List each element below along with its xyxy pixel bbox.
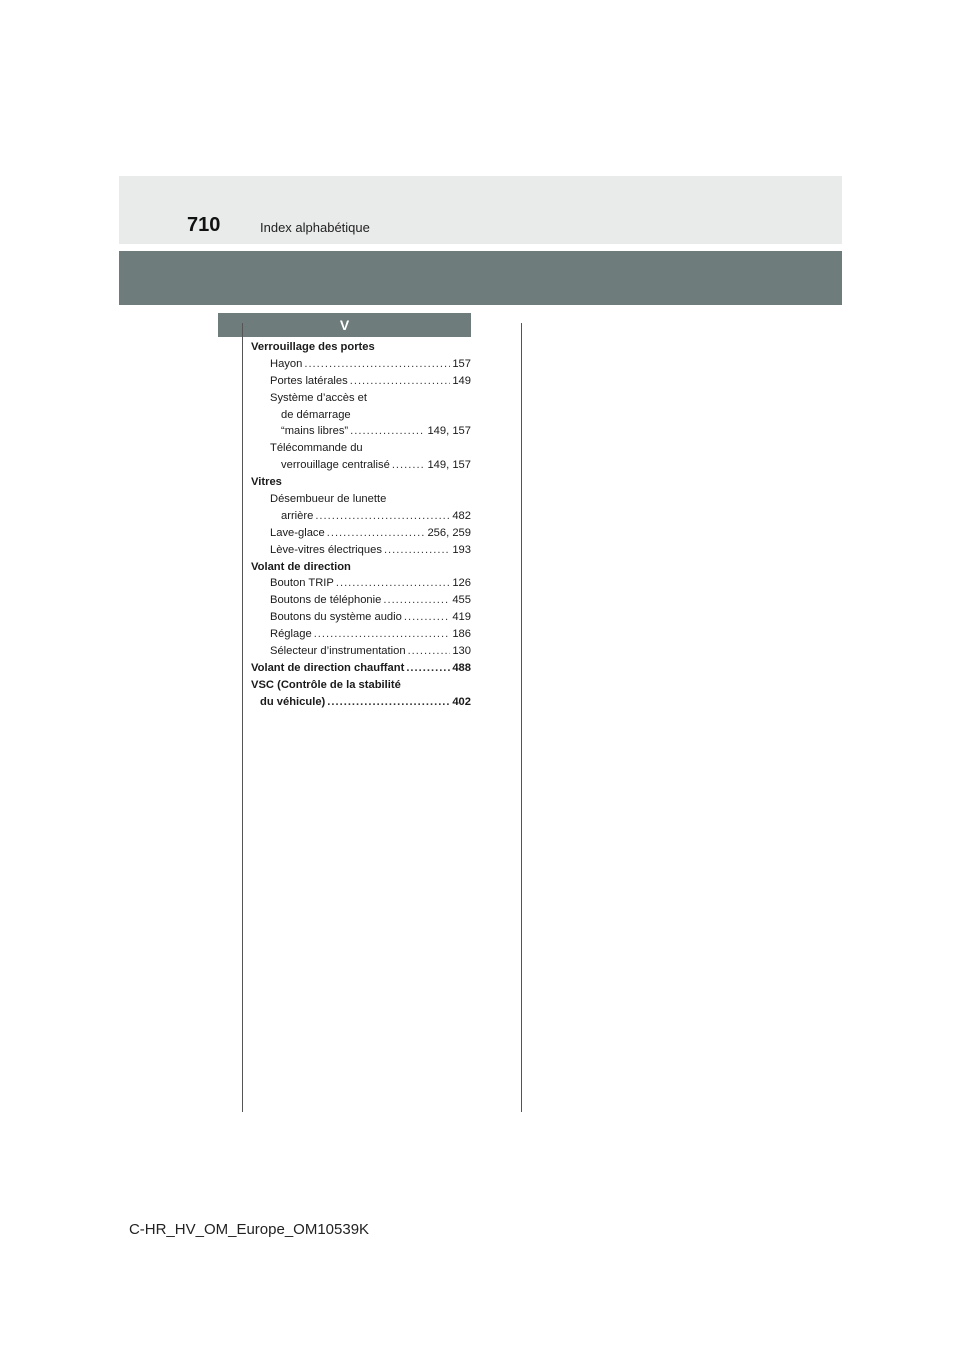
index-entry-text: Réglage [270,628,312,641]
index-entry [251,474,471,491]
index-entry [251,491,471,508]
dot-leader [314,626,451,643]
index-entry [251,356,471,373]
index-entry-text: du véhicule) [260,695,326,708]
index-entry-page[interactable]: 256, 259 [427,526,471,539]
index-entry-text: Lève-vitres électriques [270,543,382,556]
index-entry-text: Portes latérales [270,374,348,387]
index-entry-page[interactable]: 482 [452,509,471,522]
index-entry [251,373,471,390]
index-entry-text: Volant de direction [251,560,351,573]
header-dark-band [119,251,842,305]
index-entry-page[interactable]: 419 [452,611,471,624]
index-entry-text: Hayon [270,357,303,370]
index-entry [251,559,471,576]
index-letter-header: V [218,313,471,337]
index-entry-page[interactable]: 126 [452,577,471,590]
index-entry-text: Télécommande du [270,442,363,455]
index-entry [251,440,471,457]
dot-leader [392,457,426,474]
section-title: Index alphabétique [260,220,370,235]
index-entry [251,643,471,660]
index-entry [251,423,471,440]
dot-leader [404,609,450,626]
index-entry [251,508,471,525]
index-entry-page[interactable]: 488 [452,661,471,674]
dot-leader [315,508,450,525]
dot-leader [336,575,450,592]
index-entry-text: Verrouillage des portes [251,341,375,353]
dot-leader [408,643,451,660]
index-entry [251,390,471,407]
page-number: 710 [187,214,221,236]
dot-leader [383,592,450,609]
index-entry [251,339,471,356]
index-entry [251,542,471,559]
index-entry-text: Volant de direction chauffant [251,661,405,674]
index-entry-text: Lave-glace [270,526,325,539]
index-entry [251,592,471,609]
index-entry-page[interactable]: 157 [452,357,471,370]
index-entry-text: Sélecteur d’instrumentation [270,645,406,658]
index-entry-text: Désembueur de lunette [270,493,387,506]
index-entry [251,677,471,694]
index-entry-text: verrouillage centralisé [281,459,390,472]
index-entry-page[interactable]: 402 [452,695,471,708]
dot-leader [327,525,426,542]
dot-leader [350,423,425,440]
index-entry-text: Boutons de téléphonie [270,594,382,607]
index-entry [251,407,471,424]
index-entry [251,626,471,643]
index-entry-page[interactable]: 130 [452,645,471,658]
header-band [119,176,842,244]
index-entry [251,694,471,711]
index-list [251,339,471,711]
index-entry [251,660,471,677]
index-entry [251,609,471,626]
index-entry-page[interactable]: 149 [452,374,471,387]
index-entry-text: de démarrage [281,408,351,421]
index-entry-page[interactable]: 149, 157 [427,425,471,438]
dot-leader [350,373,451,390]
index-entry-page[interactable]: 193 [452,543,471,556]
index-entry-page[interactable]: 455 [452,594,471,607]
dot-leader [406,660,450,677]
dot-leader [384,542,450,559]
index-entry [251,525,471,542]
index-entry-text: arrière [281,509,314,522]
index-entry-page[interactable]: 186 [452,628,471,641]
index-entry [251,575,471,592]
document-footer: C-HR_HV_OM_Europe_OM10539K [128,1221,370,1238]
index-entry-text: Vitres [251,476,282,489]
index-entry-text: Boutons du système audio [270,611,402,624]
index-entry-text: VSC (Contrôle de la stabilité [251,678,401,691]
dot-leader [327,694,450,711]
dot-leader [304,356,450,373]
index-entry-text: Système d’accès et [270,391,368,404]
column-rule-right [521,323,522,1112]
index-entry-page[interactable]: 149, 157 [427,459,471,472]
index-entry [251,457,471,474]
index-entry-text: Bouton TRIP [270,577,334,590]
column-rule-left [242,323,243,1112]
index-entry-text: “mains libres” [281,425,349,438]
